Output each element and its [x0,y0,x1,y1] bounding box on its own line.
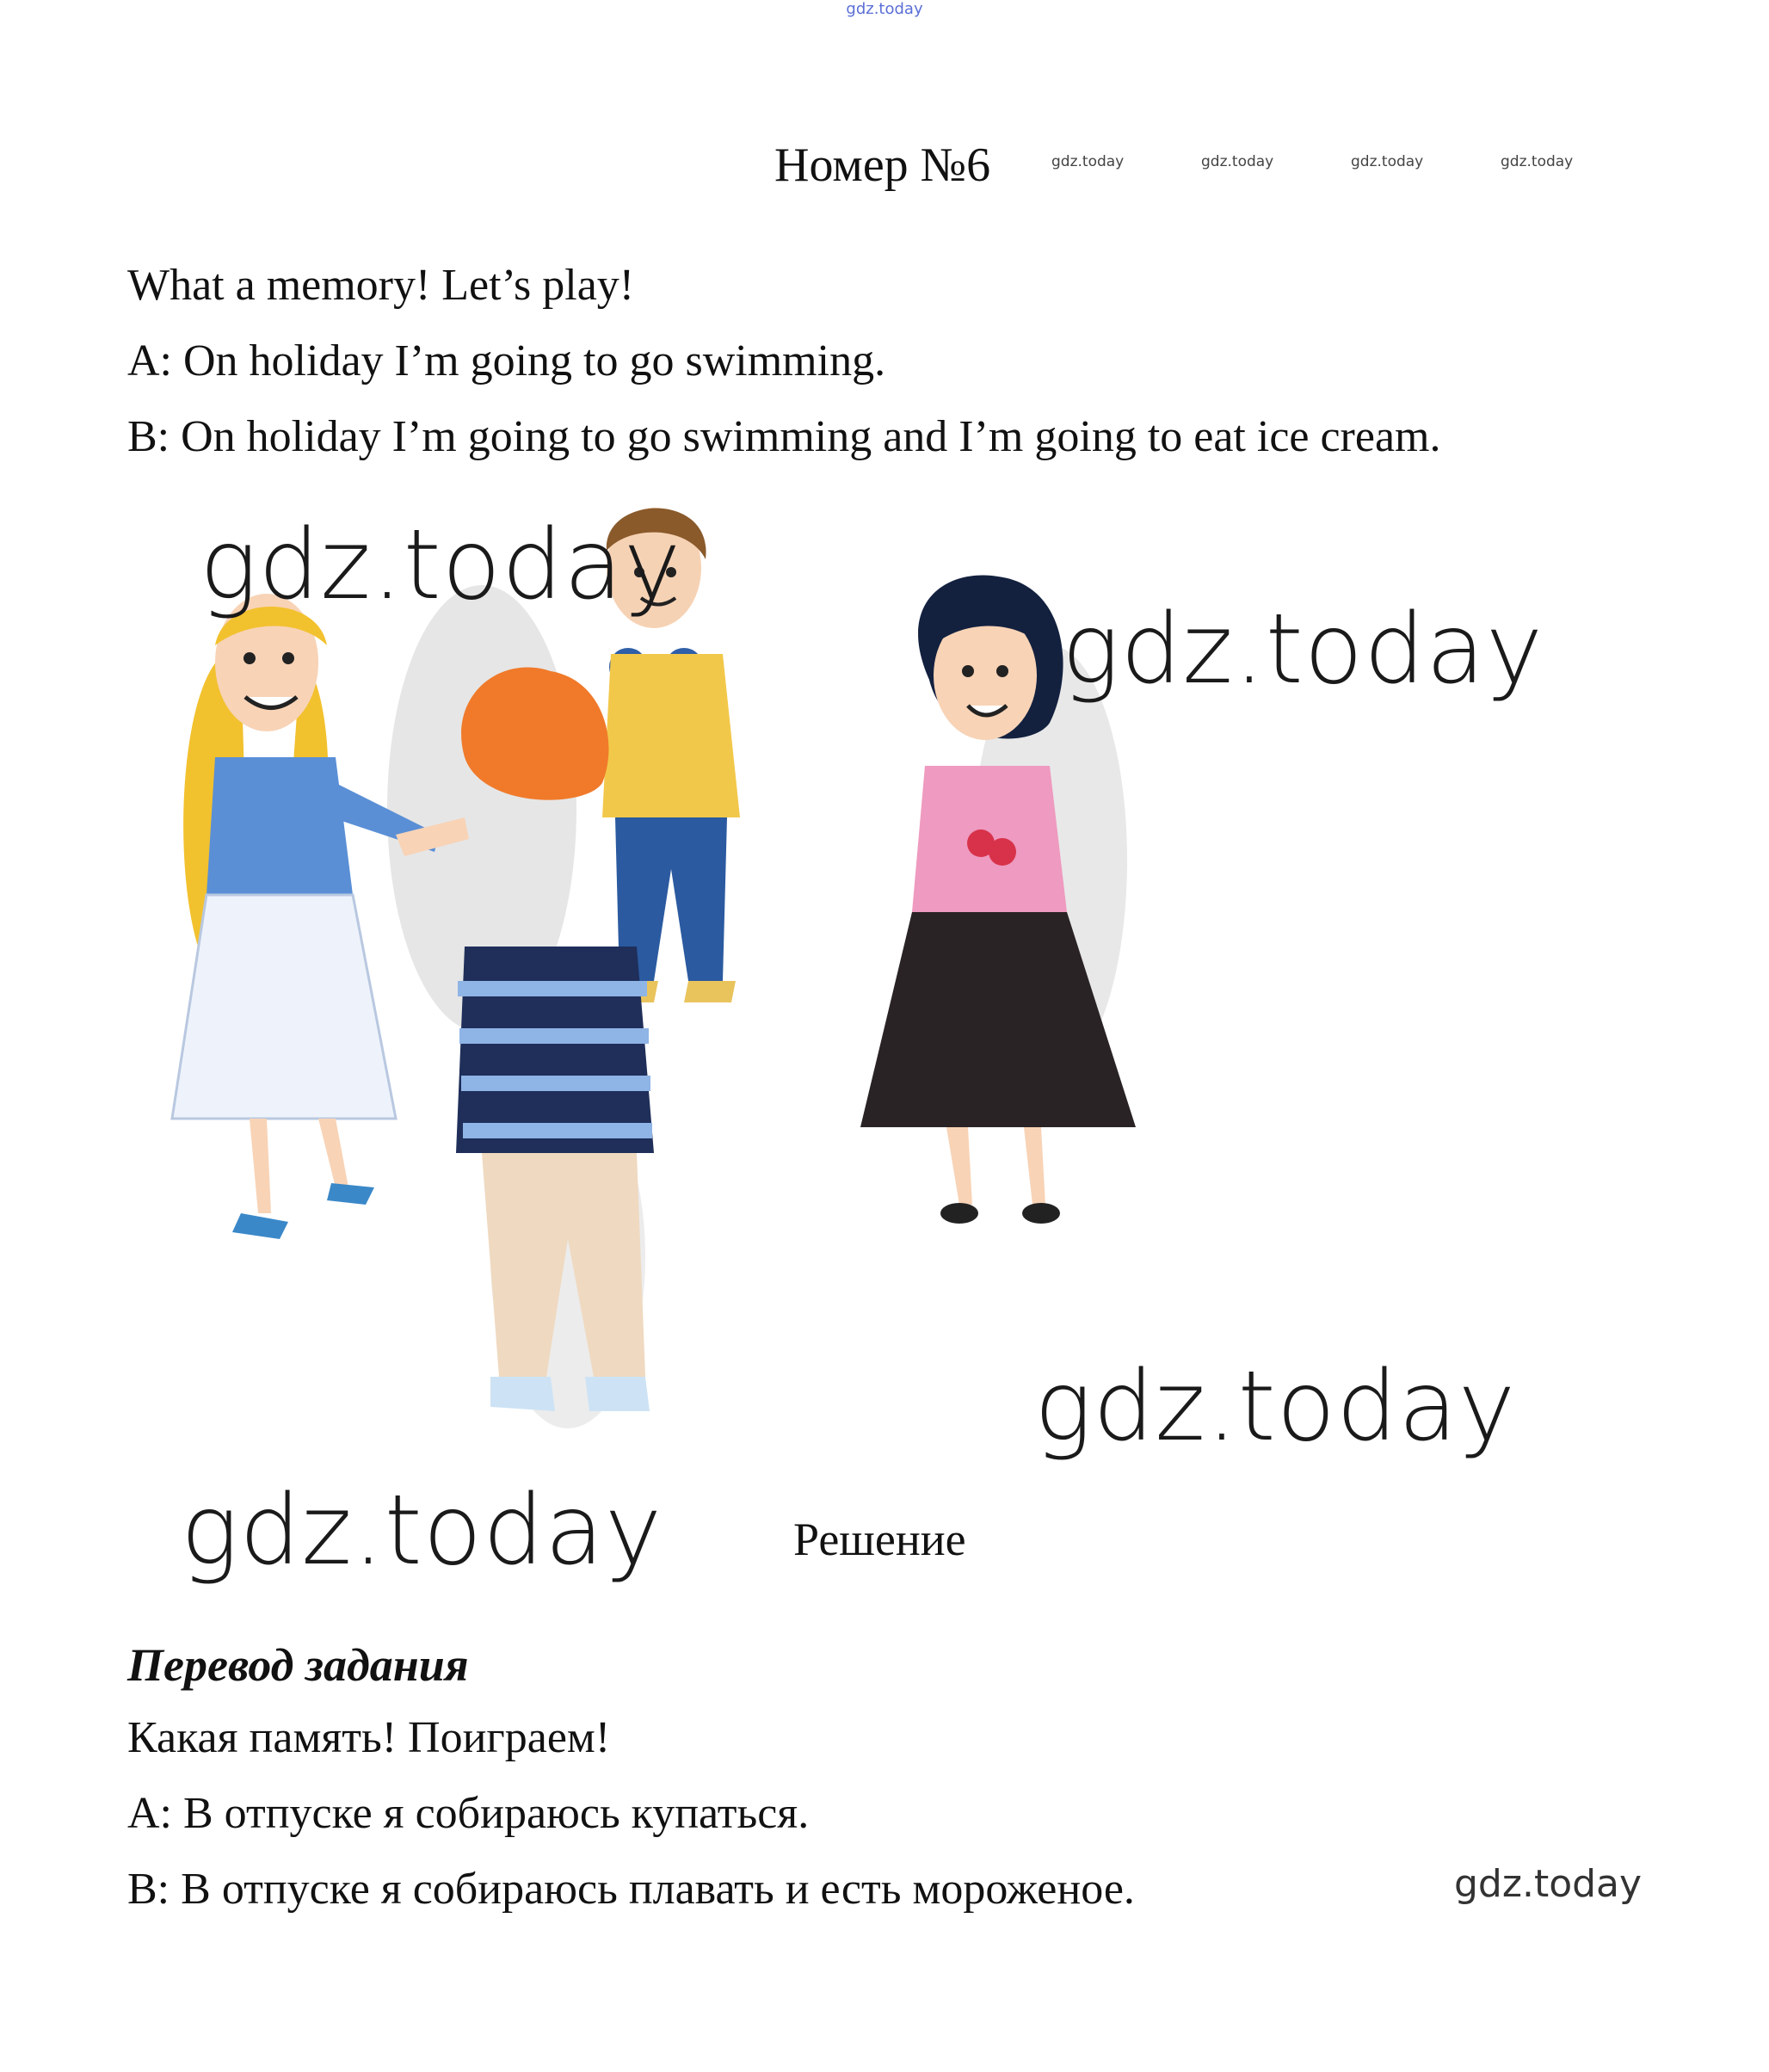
header-watermark: gdz.today [1351,153,1424,170]
header-watermark: gdz.today [1501,153,1574,170]
page-title: Номер №6 [774,139,991,192]
task-line-a: A: On holiday I’m going to go swimming. [127,336,886,385]
solution-label: Решение [793,1514,966,1565]
illustration-watermark: gdz.today [1034,1351,1517,1463]
bottom-watermark: gdz.today [1454,1862,1643,1906]
illustration-watermark: gdz.today [200,509,682,621]
task-intro: What a memory! Let’s play! [127,261,635,310]
illustration-watermark: gdz.today [181,1475,663,1587]
translation-intro: Какая память! Поиграем! [127,1713,611,1762]
translation-line-b: B: В отпуске я собираюсь плавать и есть мороженое. [127,1865,1135,1914]
task-line-b: B: On holiday I’m going to go swimming and I’m going to eat ice cream. [127,412,1441,461]
top-watermark: gdz.today [846,0,923,18]
translation-heading: Перевод задания [127,1639,469,1691]
header-watermark: gdz.today [1201,153,1274,170]
translation-line-a: A: В отпуске я собираюсь купаться. [127,1789,810,1838]
header-watermark: gdz.today [1051,153,1125,170]
illustration-watermark: gdz.today [1062,594,1544,706]
